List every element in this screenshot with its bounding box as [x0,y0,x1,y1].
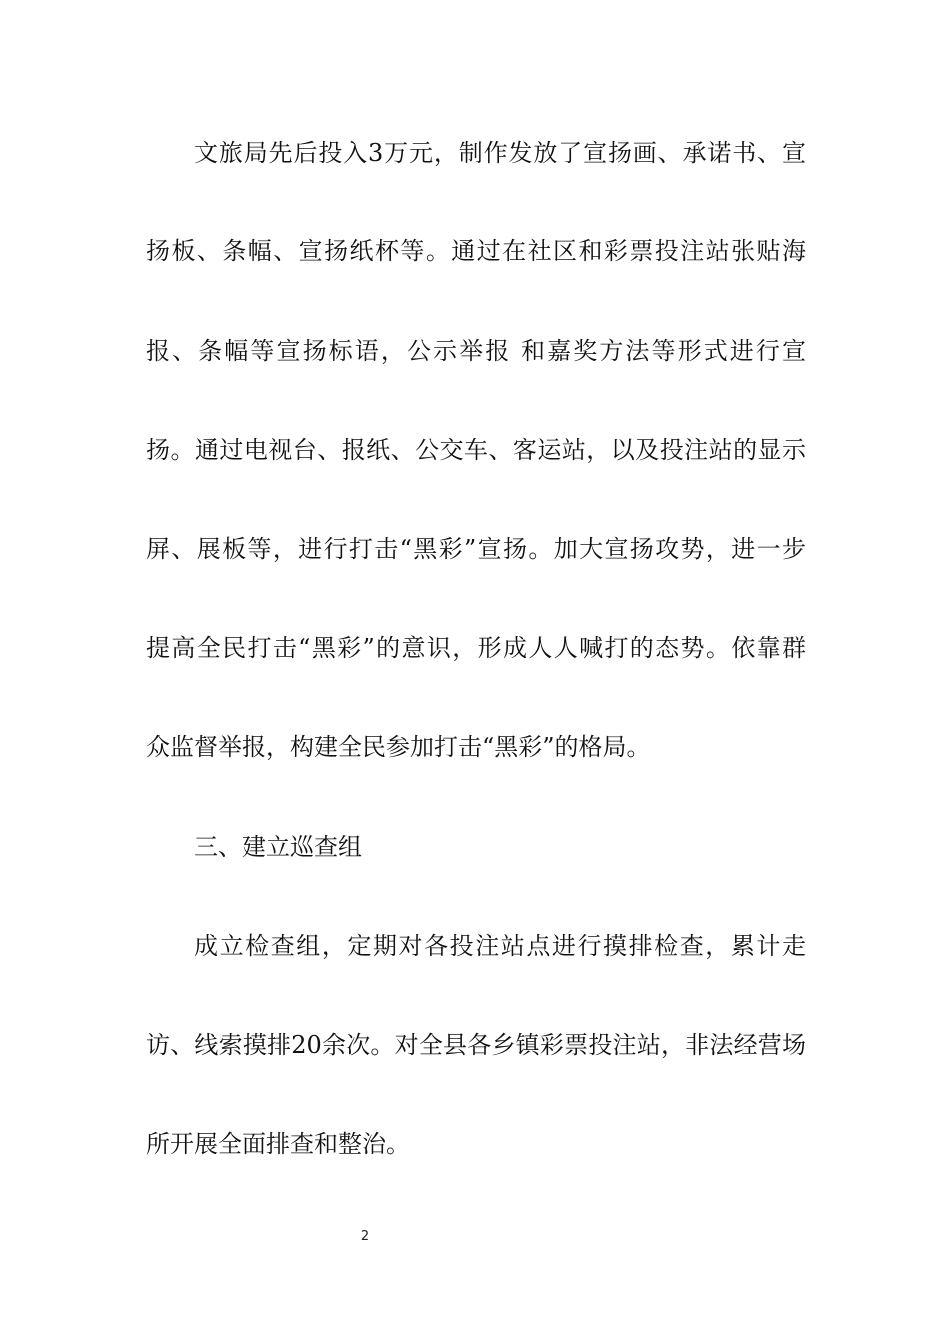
paragraph-1-line-4: 扬。通过电视台、报纸、公交车、客运站，以及投注站的显示 [146,436,806,464]
paragraph-1-line-1: 文旅局先后投入3万元，制作发放了宣扬画、承诺书、宣 [194,139,806,167]
paragraph-2-line-2: 访、线索摸排20余次。对全县各乡镇彩票投注站，非法经营场 [146,1031,806,1059]
paragraph-1-line-5: 屏、展板等，进行打击“黑彩”宣扬。加大宣扬攻势，进一步 [146,535,806,563]
section-heading: 三、建立巡查组 [194,833,362,861]
page-number: 2 [360,1229,370,1244]
paragraph-1-line-2: 扬板、条幅、宣扬纸杯等。通过在社区和彩票投注站张贴海 [146,237,806,265]
paragraph-1-line-7: 众监督举报，构建全民参加打击“黑彩”的格局。 [146,733,651,761]
paragraph-2-line-3: 所开展全面排查和整治。 [146,1130,410,1158]
paragraph-1-line-3: 报、条幅等宣扬标语，公示举报 和嘉奖方法等形式进行宣 [146,337,806,365]
paragraph-2-line-1: 成立检查组，定期对各投注站点进行摸排检查，累计走 [194,932,806,960]
paragraph-1-line-6: 提高全民打击“黑彩”的意识，形成人人喊打的态势。依靠群 [146,634,806,662]
